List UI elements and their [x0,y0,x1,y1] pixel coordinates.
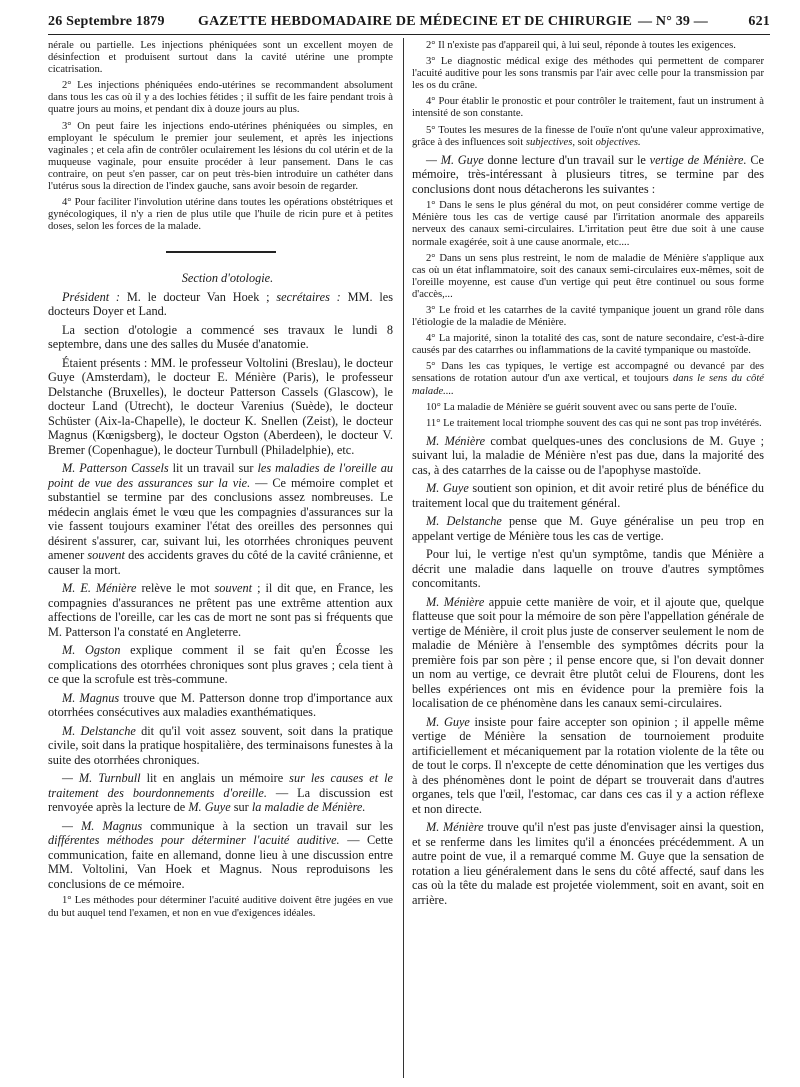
issue-number: — N° 39 — [637,14,708,29]
section-divider [166,251,276,253]
paragraph [48,771,393,815]
speaker: M. Delstanche [62,723,136,738]
paragraph: 3° Le diagnostic médical exige des méthodes qui permettent de comparer l'acuité auditive pour les sons transmis par l'air avec celle pour la transmission par les os du crâne. [412,56,764,92]
left-column [48,40,393,924]
text: M. le docteur Van Hoek ; [120,289,277,304]
speaker: — M. Magnus [62,818,143,833]
speaker: M. Guye [426,714,470,729]
speaker: M. Ménière [426,433,486,448]
paragraph: 2° Il n'existe pas d'appareil qui, à lui seul, réponde à toutes les exigences. [426,40,736,51]
speaker: M. Delstanche [426,514,502,529]
paragraph [48,724,393,768]
paragraph: 3° On peut faire les injections endo-utérines phéniquées ou simples, en employant le spéculum le premier jour seulement, et après les injections vaginales ; et cela afin de contrôler oculairement les lésions du col utérin et de la muqueuse vaginale, pour ensuite procéder à leur pansement. Dans le cas contraire, on peut s'en passer, car on peut très-bien introduire un cathéter dans l'utérus sous la direction de l'index gauche, sans avoir besoin de regarder. [48,120,393,193]
paragraph: Étaient présents : MM. le professeur Voltolini (Breslau), le docteur Guye (Amsterdam), le docteur E. Ménière (Paris), le professeur Delstanche (Bruxelles), le docteur Patterson Cassels (Glascow), le docteur Land (Utrecht), le docteur Varenius (Suède), le docteur Schüster (Aix-la-Chapelle), le docteur K. Snellen (Zeist), le docteur Magnus (Kœnigsberg), le docteur Ogston (Aberdeen), le docteur V. Bremer (Copenhague), le docteur Turnbull (Philadelphie), etc. [48,355,393,457]
text: donne lecture d'un travail sur le [483,152,650,167]
paragraph [412,715,764,817]
paragraph: 3° Le froid et les catarrhes de la cavité tympanique jouent un grand rôle dans l'étiologie de la maladie de Ménière. [412,305,764,329]
text: trouve que M. Patterson donne trop d'importance aux otorrhées consécutives aux maladies exanthématiques. [48,690,394,720]
text: insiste pour faire accepter son opinion ; il appelle même vertige de Ménière la sensation de tournoiement produite artificiellement et mécaniquement par la rotation violente de la tête ou de tout le corps. Il n'excepte de cette dénomination que les vertiges dus à des phénomènes dont le point de départ se trouverait dans d'autres organes, tels que l'œil, l'estomac, car dans ces cas il y a action réflexe et non directe. [412,714,764,816]
text: 5° Dans les cas typiques, le vertige est accompagné ou devancé par des sensations de rotation autour d'un axe vertical, et toujours [412,361,764,385]
text: lit en anglais un mémoire [140,771,290,786]
paragraph: 4° Pour faciliter l'involution utérine dans toutes les opérations obstétriques et gynécologiques, il n'y a rien de plus utile que l'huile de ricin pure et à petites doses, selon les forces de la malade. [48,197,393,233]
text: relève le mot [136,581,215,596]
text: dit qu'il voit assez souvent, soit dans la pratique civile, soit dans la pratique hospitalière, des terminaisons funestes à la suite des otorrhées chroniques. [48,723,393,767]
journal-title: GAZETTE HEBDOMADAIRE DE MÉDECINE ET DE CHIRURGIE [198,14,633,29]
label: Président : [62,289,121,304]
text: MM. les docteurs Doyer et Land. [48,289,393,319]
speaker: M. Guye [426,481,469,496]
text: soutient son opinion, et dit avoir retiré plus de bénéfice du traitement local que du traitement général. [412,481,764,510]
label: secrétaires : [276,289,341,304]
running-header [48,12,770,36]
emphasis: subjectives, [525,136,575,148]
header-rule [48,34,770,35]
paragraph: nérale ou partielle. Les injections phéniquées sont un excellent moyen de désinfection et produisent surtout dans la cavité utérine une prompte cicatrisation. [48,40,393,76]
paragraph: 11° Le traitement local triomphe souvent des cas qui ne sont pas trop invétérés. [426,417,762,429]
right-column [412,40,764,911]
paragraph: 2° Dans un sens plus restreint, le nom de maladie de Ménière s'applique aux cas où un état inflammatoire, soit des canaux semi-circulaires eux-mêmes, soit de l'oreille moyenne, est cause d'un vertige qui peut être continuel ou sous forme d'accès,... [412,252,764,300]
text: trouve qu'il n'est pas juste d'envisager ainsi la question, et se renferme dans les limites qu'il a énoncées précédemment. A un autre point de vue, il a remarqué comme M. Guye que la sensation de rotation a lieu généralement dans le sens du côté affecté, sauf dans les cas où la tête du malade est projetée violemment, soit en avant, soit en arrière. [412,820,764,907]
text: explique comment il se fait qu'en Écosse les complications des otorrhées chroniques sont plus graves ; cela tient à ce que la scrofule est très-commune. [48,643,393,687]
paragraph [48,643,393,687]
text: — La discussion est renvoyée après la lecture de [48,785,394,815]
emphasis: souvent [214,581,253,596]
speaker: M. Ménière [426,594,485,609]
speaker: — M. Turnbull [62,771,141,786]
paragraph [412,595,764,711]
paragraph [412,153,764,197]
section-title: Section d'otologie. [181,271,274,286]
paragraph [48,581,393,639]
paragraph: La section d'otologie a commencé ses travaux le lundi 8 septembre, dans une des salles du Musée d'anatomie. [48,322,393,352]
work-title: les maladies de l'oreille au point de vue des assurances sur la vie. [48,461,394,490]
text: communique à la section un travail sur les [142,818,393,833]
paragraph [412,125,764,149]
text: 5° Toutes les mesures de la finesse de l'ouïe n'ont qu'une valeur approximative, grâce à des influences soit [412,124,764,148]
emphasis: souvent [87,548,125,563]
text: lit un travail sur [168,461,258,476]
speaker: M. Ogston [62,643,121,658]
speaker: M. Magnus [62,690,120,705]
header-date: 26 Septembre 1879 [48,14,165,29]
emphasis: dans le sens du côté malade.... [412,373,764,397]
paragraph: 4° Pour établir le pronostic et pour contrôler le traitement, faut un instrument à intensité de son constante. [412,96,764,120]
paragraph: 1° Dans le sens le plus général du mot, on peut considérer comme vertige de Ménière tous les cas de vertige causé par l'irritation anormale des appareils nerveux des canaux semi-circulaires. L'irritation peut être due soit à une cause normale exagérée, soit à une cause anormale, etc.... [412,200,764,248]
page-number: 621 [748,14,770,29]
text: des accidents graves du côté de la cavité crânienne, et causer la mort. [48,548,393,577]
column-divider [403,38,404,1078]
text: — Ce mémoire complet et substantiel se termine par des conclusions assez nombreuses. Le médecin anglais émet le vœu que les compagnies d'assurances sur la vie fassent toujours examiner l'état des oreilles des personnes qui désirent s'assurer, car, suivant lui, les otorrhées chroniques peuvent amener [48,475,393,563]
work-title: vertige de Ménière. [649,152,747,167]
text: ; il dit que, en France, les compagnies d'assurances ne prêtent pas une extrême attention aux affections de l'oreille, car les cas de mort ne sont pas si fréquents que M. Patterson l'a constaté en Angleterre. [48,581,393,639]
paragraph [48,819,393,892]
paragraph: 10° La maladie de Ménière se guérit souvent avec ou sans perte de l'ouïe. [426,401,737,413]
paragraph [412,434,764,478]
text: pense que M. Guye généralise un peu trop en appelant vertige de Ménière tous les cas de vertige. [412,514,765,543]
work-title: la maladie de Ménière. [251,800,366,815]
speaker: M. Guye [188,800,231,815]
emphasis: objectives. [595,136,641,148]
work-title: sur les causes et le traitement des bourdonnements d'oreille. [48,771,394,800]
paragraph [412,820,764,907]
paragraph [48,290,393,319]
speaker: M. E. Ménière [62,581,137,596]
text: appuie cette manière de voir, et il ajoute que, quelque flatteuse que soit pour la mémoire de son père l'appellation générale de vertige de Ménière, il croit plus juste de conserver seulement le nom de maladie de Ménière à l'ensemble des symptômes décrits pour la première fois par son père ; il pense encore que, si l'on devait donner un nom au vertige, ce devrait être plutôt celui de Flourens, dont les belles expériences ont mis en évidence pour la première fois la localisation de ce phénomène dans les canaux semi-circulaires. [412,594,764,711]
paragraph [412,514,764,543]
text: sur [230,800,252,815]
speaker: M. Ménière [426,820,484,835]
speaker: — M. Guye [426,152,484,167]
paragraph: 1° Les méthodes pour déterminer l'acuité auditive doivent être jugées en vue du but auquel tend l'examen, et non en vue d'exigences idéales. [48,895,393,919]
paragraph [412,481,764,510]
text: — Cette communication, faite en allemand, donne lieu à une discussion entre MM. Voltolini, Van Hoek et Magnus. Nous reproduisons les conclusions de ce mémoire. [48,833,393,891]
speaker: M. Patterson Cassels [62,461,169,476]
text: soit [574,136,596,148]
work-title: différentes méthodes pour déterminer l'acuité auditive. [48,833,340,848]
text: combat quelques-unes des conclusions de M. Guye ; suivant lui, la maladie de Ménière n'est pas due, dans la majorité des cas, à des catarrhes de la caisse ou de l'apophyse mastoïde. [412,433,764,477]
paragraph: 4° La majorité, sinon la totalité des cas, sont de nature secondaire, c'est-à-dire causés par des catarrhes ou inflammations de la cavité tympanique ou mastoïde. [412,333,764,357]
paragraph: Pour lui, le vertige n'est qu'un symptôme, tandis que Ménière a décrit une maladie dans laquelle on trouve d'autres symptômes concomitants. [412,547,764,591]
paragraph [412,361,764,397]
text: Ce mémoire, très-intéressant à plusieurs titres, se termine par des conclusions dont nous détacherons les suivantes : [412,152,764,196]
paragraph [48,461,393,577]
paragraph [48,691,393,720]
paragraph: 2° Les injections phéniquées endo-utérines se recommandent absolument dans tous les cas où il y a des lochies fétides ; il suffit de les faire pendant trois à quatre jours au moins, et pendant dix à douze jours au plus. [48,80,393,116]
